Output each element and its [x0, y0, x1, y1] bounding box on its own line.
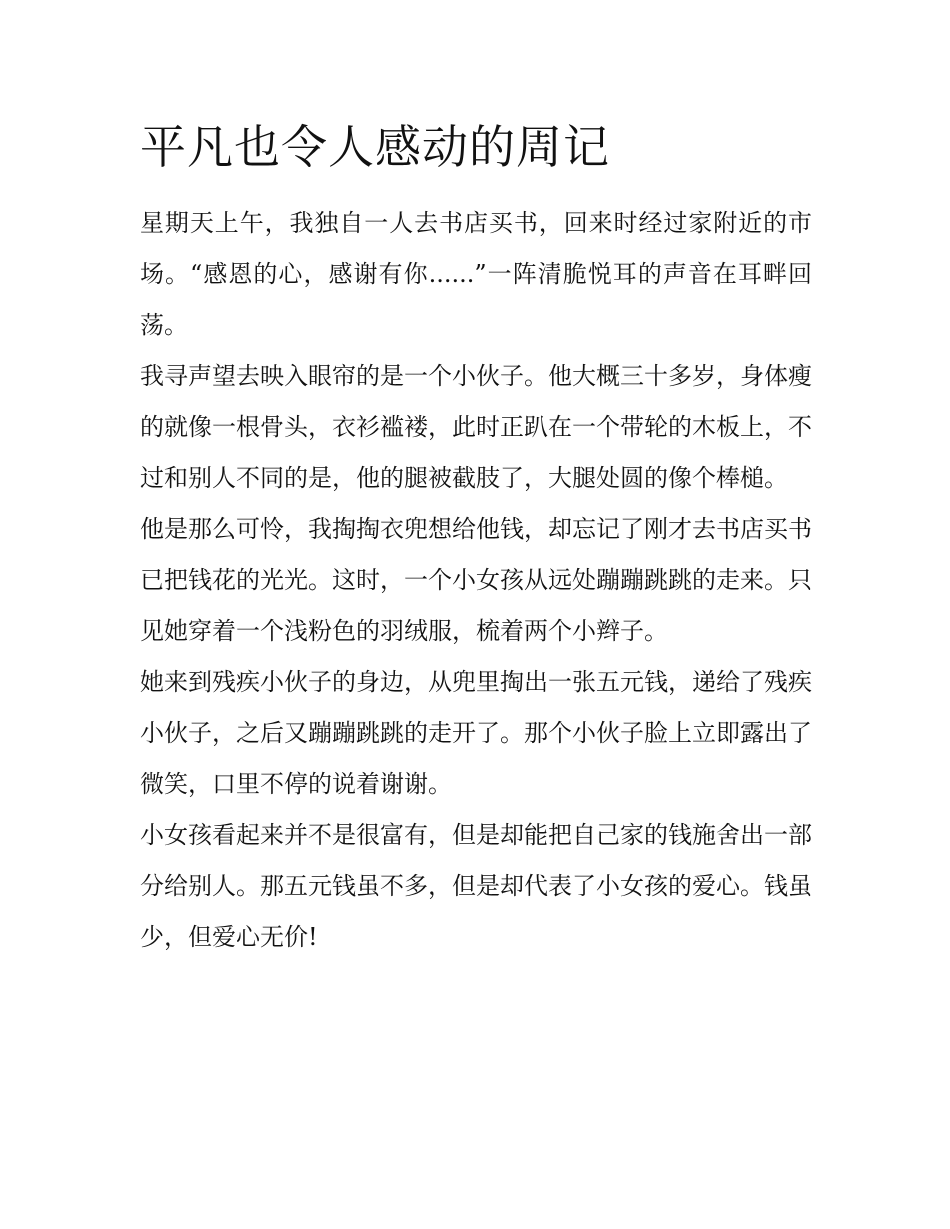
paragraph: 小女孩看起来并不是很富有，但是却能把自己家的钱施舍出一部分给别人。那五元钱虽不多，但是却代表了小女孩的爱心。钱虽少，但爱心无价!	[140, 821, 812, 951]
document-page	[140, 112, 812, 963]
paragraph: 她来到残疾小伙子的身边，从兜里掏出一张五元钱，递给了残疾小伙子，之后又蹦蹦跳跳的走开了。那个小伙子脸上立即露出了微笑，口里不停的说着谢谢。	[140, 668, 812, 798]
document-body	[140, 198, 812, 963]
document-title: 平凡也令人感动的周记	[140, 120, 610, 174]
paragraph: 我寻声望去映入眼帘的是一个小伙子。他大概三十多岁，身体瘦的就像一根骨头，衣衫褴褛，此时正趴在一个带轮的木板上，不过和别人不同的是，他的腿被截肢了，大腿处圆的像个棒槌。	[140, 362, 812, 492]
paragraph: 星期天上午，我独自一人去书店买书，回来时经过家附近的市场。“感恩的心，感谢有你......”一阵清脆悦耳的声音在耳畔回荡。	[140, 209, 812, 339]
paragraph: 他是那么可怜，我掏掏衣兜想给他钱，却忘记了刚才去书店买书已把钱花的光光。这时，一个小女孩从远处蹦蹦跳跳的走来。只见她穿着一个浅粉色的羽绒服，梳着两个小辫子。	[140, 515, 812, 645]
